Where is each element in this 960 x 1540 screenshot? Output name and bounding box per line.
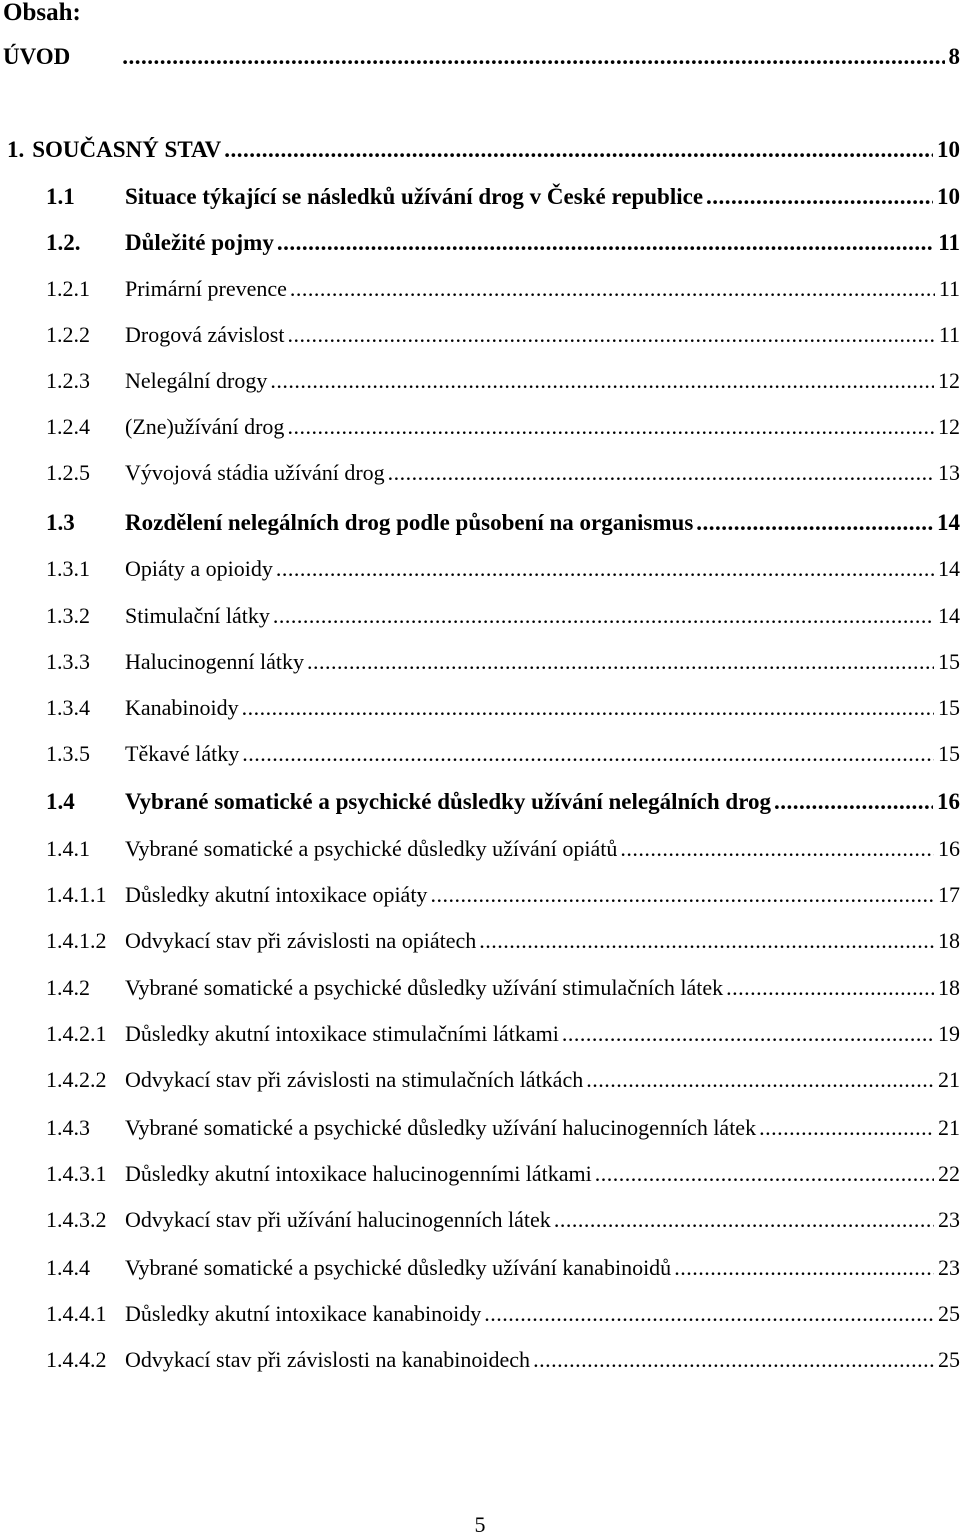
toc-entry-title: Vybrané somatické a psychické důsledky užívání halucinogenních látek [125, 1112, 756, 1144]
toc-entry-number: 1.4.1.1 [46, 879, 107, 911]
toc-entry-number: 1.2.1 [46, 273, 90, 305]
toc-entry-title: SOUČASNÝ STAV [32, 134, 221, 166]
toc-entry-leader [273, 600, 934, 632]
toc-entry-number: 1.4.4.1 [46, 1298, 107, 1330]
toc-entry-number: 1.4 [46, 786, 75, 818]
toc-entry[interactable] [46, 879, 960, 911]
toc-entry-title: Stimulační látky [125, 600, 270, 632]
toc-entry[interactable] [46, 1298, 960, 1330]
toc-entry-leader [287, 411, 934, 443]
toc-entry-number: 1.2.5 [46, 457, 90, 489]
toc-entry-leader [726, 972, 934, 1004]
toc-entry-page: 18 [938, 925, 960, 957]
toc-entry-page: 21 [938, 1112, 960, 1144]
toc-entry-page: 14 [937, 507, 960, 539]
toc-entry[interactable] [46, 646, 960, 678]
toc-entry-leader [479, 925, 934, 957]
toc-entry-number: 1.2. [46, 227, 81, 259]
toc-entry[interactable] [46, 692, 960, 724]
toc-entry-leader [562, 1018, 934, 1050]
toc-entry-leader [242, 738, 934, 770]
toc-entry-title: Opiáty a opioidy [125, 553, 273, 585]
toc-entry[interactable] [46, 273, 960, 305]
toc-entry-page: 14 [938, 600, 960, 632]
toc-entry-page: 11 [938, 227, 960, 259]
toc-entry[interactable] [46, 833, 960, 865]
toc-entry[interactable] [46, 507, 960, 539]
toc-entry[interactable] [46, 1112, 960, 1144]
toc-entry[interactable] [46, 1344, 960, 1376]
toc-entry-page: 11 [939, 319, 960, 351]
toc-entry-title: Nelegální drogy [125, 365, 267, 397]
toc-entry-title: Situace týkající se následků užívání drog v České republice [125, 181, 703, 213]
toc-entry-page: 19 [938, 1018, 960, 1050]
toc-entry-number: 1.4.3.1 [46, 1158, 107, 1190]
toc-entry-title: Těkavé látky [125, 738, 239, 770]
toc-entry-title: Odvykací stav při závislosti na kanabinoidech [125, 1344, 530, 1376]
toc-entry[interactable] [46, 319, 960, 351]
toc-entry-leader [388, 457, 934, 489]
toc-entry-number: 1.4.1 [46, 833, 90, 865]
toc-entry-number: 1.3.1 [46, 553, 90, 585]
toc-entry-title: Důsledky akutní intoxikace kanabinoidy [125, 1298, 481, 1330]
toc-entry-title: Vývojová stádia užívání drog [125, 457, 385, 489]
toc-entry-page: 10 [937, 134, 960, 166]
toc-entry-page: 17 [938, 879, 960, 911]
toc-entry-number: 1.4.3.2 [46, 1204, 107, 1236]
toc-entry[interactable] [46, 1252, 960, 1284]
toc-entry-page: 8 [949, 41, 960, 73]
toc-entry-number: 1.3.5 [46, 738, 90, 770]
toc-entry-title: Kanabinoidy [125, 692, 239, 724]
toc-entry-title: Drogová závislost [125, 319, 284, 351]
toc-entry-page: 25 [938, 1344, 960, 1376]
toc-entry[interactable] [46, 457, 960, 489]
toc-entry-leader [706, 181, 933, 213]
toc-entry[interactable] [7, 134, 960, 166]
toc-entry-number: 1.4.2 [46, 972, 90, 1004]
toc-entry[interactable] [46, 365, 960, 397]
toc-entry-leader [696, 507, 933, 539]
toc-entry-number: 1.4.4.2 [46, 1344, 107, 1376]
toc-entry-leader [277, 227, 934, 259]
toc-entry[interactable] [46, 411, 960, 443]
toc-entry[interactable] [46, 1204, 960, 1236]
page-number: 5 [0, 1510, 960, 1540]
toc-entry[interactable] [46, 600, 960, 632]
toc-entry-page: 15 [938, 738, 960, 770]
toc-entry-title: Odvykací stav při závislosti na opiátech [125, 925, 476, 957]
toc-entry[interactable] [46, 553, 960, 585]
toc-entry-page: 15 [938, 646, 960, 678]
toc-entry[interactable] [46, 1064, 960, 1096]
toc-entry-title: Odvykací stav při závislosti na stimulačních látkách [125, 1064, 583, 1096]
toc-entry-page: 11 [939, 273, 960, 305]
toc-entry-leader [270, 365, 934, 397]
toc-entry-number: 1.2.2 [46, 319, 90, 351]
toc-entry-leader [484, 1298, 934, 1330]
toc-entry-number: 1.4.1.2 [46, 925, 107, 957]
toc-entry-number: 1.4.2.2 [46, 1064, 107, 1096]
toc-entry-number: 1.4.4 [46, 1252, 90, 1284]
toc-entry[interactable] [46, 1018, 960, 1050]
toc-entry-leader [620, 833, 934, 865]
toc-entry-page: 15 [938, 692, 960, 724]
toc-entry-page: 23 [938, 1204, 960, 1236]
toc-entry-page: 25 [938, 1298, 960, 1330]
toc-entry-page: 12 [938, 365, 960, 397]
toc-entry-title: Důsledky akutní intoxikace halucinogenními látkami [125, 1158, 592, 1190]
toc-entry[interactable] [46, 972, 960, 1004]
toc-entry-title: Primární prevence [125, 273, 287, 305]
toc-entry-number: ÚVOD [3, 41, 70, 73]
toc-entry-leader [774, 786, 933, 818]
toc-entry-page: 18 [938, 972, 960, 1004]
toc-entry-page: 23 [938, 1252, 960, 1284]
toc-entry-leader [430, 879, 934, 911]
toc-entry-title: Odvykací stav při užívání halucinogenních látek [125, 1204, 551, 1236]
toc-entry-number: 1.2.3 [46, 365, 90, 397]
toc-entry-title: Vybrané somatické a psychické důsledky užívání kanabinoidů [125, 1252, 671, 1284]
toc-entry-page: 12 [938, 411, 960, 443]
toc-entry-leader [307, 646, 934, 678]
toc-entry-number: 1.3.3 [46, 646, 90, 678]
toc-entry[interactable] [46, 227, 960, 259]
toc-entry-leader [290, 273, 935, 305]
toc-entry-page: 16 [938, 833, 960, 865]
toc-entry-leader [595, 1158, 934, 1190]
toc-entry-page: 16 [937, 786, 960, 818]
toc-entry-leader [759, 1112, 934, 1144]
toc-entry-number: 1.4.3 [46, 1112, 90, 1144]
toc-entry-number: 1. [7, 134, 24, 166]
toc-entry-leader [287, 319, 934, 351]
toc-entry-title: Vybrané somatické a psychické důsledky užívání stimulačních látek [125, 972, 723, 1004]
toc-entry-number: 1.3 [46, 507, 75, 539]
toc-entry-leader [554, 1204, 934, 1236]
toc-entry-page: 21 [938, 1064, 960, 1096]
toc-entry-leader [674, 1252, 934, 1284]
toc-entry-title: Důležité pojmy [125, 227, 274, 259]
toc-entry-page: 13 [938, 457, 960, 489]
toc-entry-title: Důsledky akutní intoxikace opiáty [125, 879, 427, 911]
toc-entry-title: (Zne)užívání drog [125, 411, 284, 443]
toc-entry[interactable] [46, 181, 960, 213]
toc-entry-title: Rozdělení nelegálních drog podle působení na organismus [125, 507, 693, 539]
toc-entry-number: 1.3.4 [46, 692, 90, 724]
toc-entry[interactable] [46, 786, 960, 818]
toc-entry-leader [122, 41, 944, 73]
toc-entry-leader [586, 1064, 934, 1096]
toc-entry-title: Důsledky akutní intoxikace stimulačními látkami [125, 1018, 559, 1050]
toc-entry[interactable] [3, 41, 960, 73]
toc-entry-leader [533, 1344, 934, 1376]
toc-entry[interactable] [46, 925, 960, 957]
toc-entry-number: 1.3.2 [46, 600, 90, 632]
toc-entry-title: Vybrané somatické a psychické důsledky užívání opiátů [125, 833, 617, 865]
toc-entry-leader [242, 692, 934, 724]
toc-entry-number: 1.2.4 [46, 411, 90, 443]
toc-entry-page: 14 [938, 553, 960, 585]
toc-entry[interactable] [46, 1158, 960, 1190]
toc-entry-leader [224, 134, 933, 166]
toc-entry-title: Vybrané somatické a psychické důsledky užívání nelegálních drog [125, 786, 771, 818]
toc-entry-title: Halucinogenní látky [125, 646, 304, 678]
toc-entry-page: 10 [937, 181, 960, 213]
toc-entry[interactable] [46, 738, 960, 770]
toc-heading: Obsah: [3, 0, 81, 30]
toc-entry-leader [276, 553, 934, 585]
toc-entry-number: 1.4.2.1 [46, 1018, 107, 1050]
toc-entry-page: 22 [938, 1158, 960, 1190]
toc-entry-number: 1.1 [46, 181, 75, 213]
